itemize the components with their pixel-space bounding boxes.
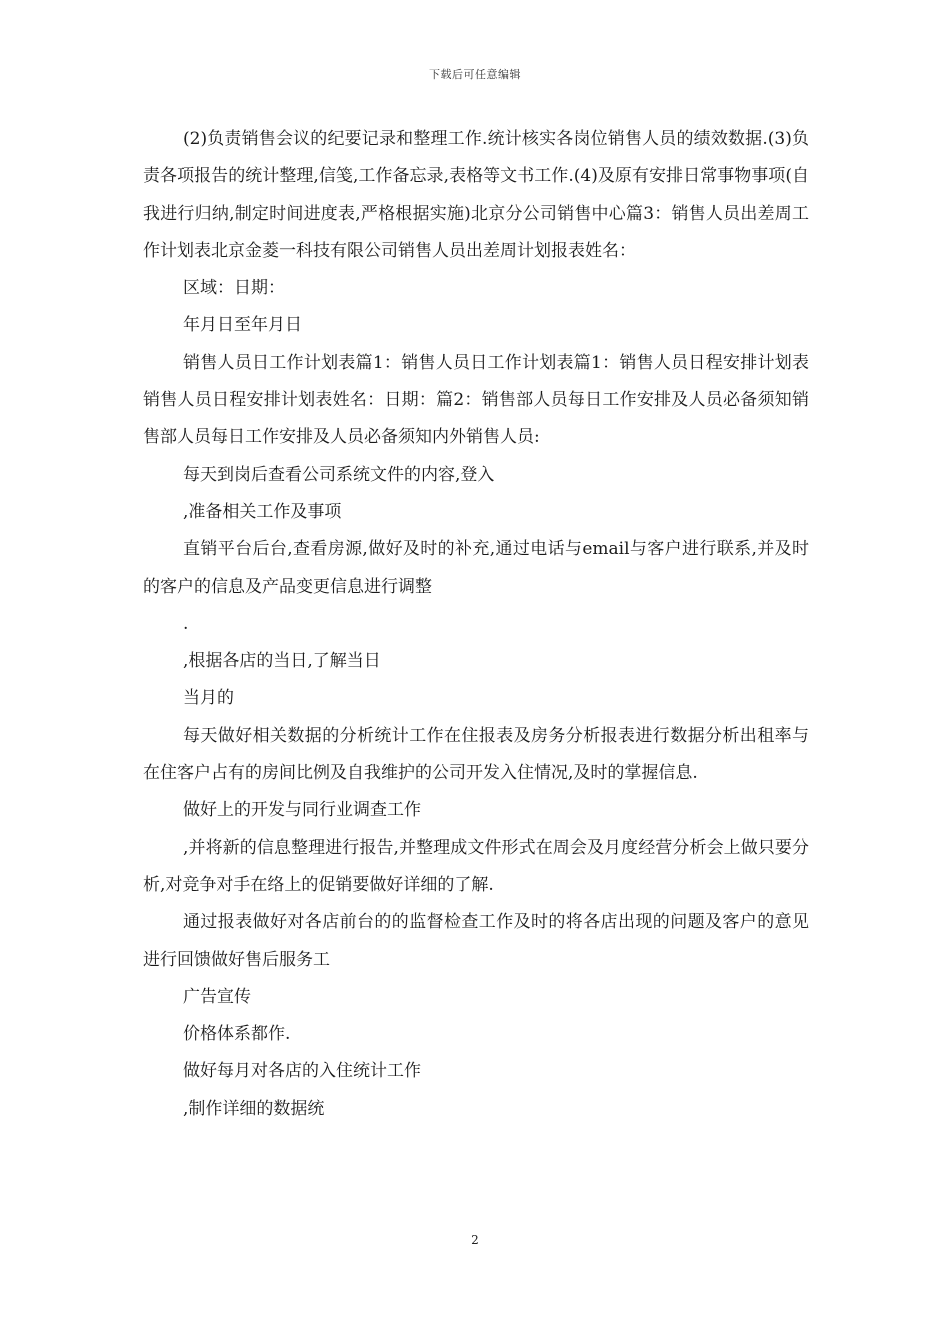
paragraph: ,准备相关工作及事项: [183, 501, 342, 522]
page-number: 2: [471, 1233, 479, 1247]
paragraph: ,制作详细的数据统: [183, 1098, 325, 1119]
paragraph: 价格体系都作.: [183, 1024, 291, 1045]
document-body: [143, 121, 809, 1128]
paragraph: 区域：日期：: [183, 278, 285, 299]
paragraph: 直销平台后台,查看房源,做好及时的补充,通过电话与email与客户进行联系,并及时的客户的信息及产品变更信息进行调整: [143, 539, 809, 597]
paragraph: 销售人员日工作计划表篇1：销售人员日工作计划表篇1：销售人员日程安排计划表销售人员日程安排计划表姓名：日期：篇2：销售部人员每日工作安排及人员必备须知销售部人员每日工作安排及人员必备须知内外销售人员:: [143, 352, 809, 448]
paragraph: 通过报表做好对各店前台的的监督检查工作及时的将各店出现的问题及客户的意见进行回馈做好售后服务工: [143, 912, 809, 970]
paragraph: 做好每月对各店的入住统计工作: [183, 1061, 421, 1082]
paragraph: 每天到岗后查看公司系统文件的内容,登入: [183, 464, 495, 485]
paragraph: 做好上的开发与同行业调查工作: [183, 800, 421, 821]
paragraph: 每天做好相关数据的分析统计工作在住报表及房务分析报表进行数据分析出租率与在住客户占有的房间比例及自我维护的公司开发入住情况,及时的掌握信息.: [143, 725, 809, 784]
paragraph: ,根据各店的当日,了解当日: [183, 651, 381, 672]
paragraph: 广告宣传: [183, 986, 251, 1007]
paragraph: (2)负责销售会议的纪要记录和整理工作.统计核实各岗位销售人员的绩效数据.(3)负责各项报告的统计整理,信笺,工作备忘录,表格等文书工作.(4)及原有安排日常事物事项(自我进行归纳,制定时间进度表,严格根据实施)北京分公司销售中心篇3：销售人员出差周工作计划表北京金菱一科技有限公司销售人员出差周计划报表姓名：: [143, 129, 809, 261]
page-header: 下载后可任意编辑: [429, 68, 521, 81]
paragraph: .: [183, 613, 189, 634]
paragraph: ,并将新的信息整理进行报告,并整理成文件形式在周会及月度经营分析会上做只要分析,对竞争对手在络上的促销要做好详细的了解.: [143, 837, 809, 895]
paragraph: 当月的: [183, 688, 234, 709]
paragraph: 年月日至年月日: [183, 315, 302, 336]
